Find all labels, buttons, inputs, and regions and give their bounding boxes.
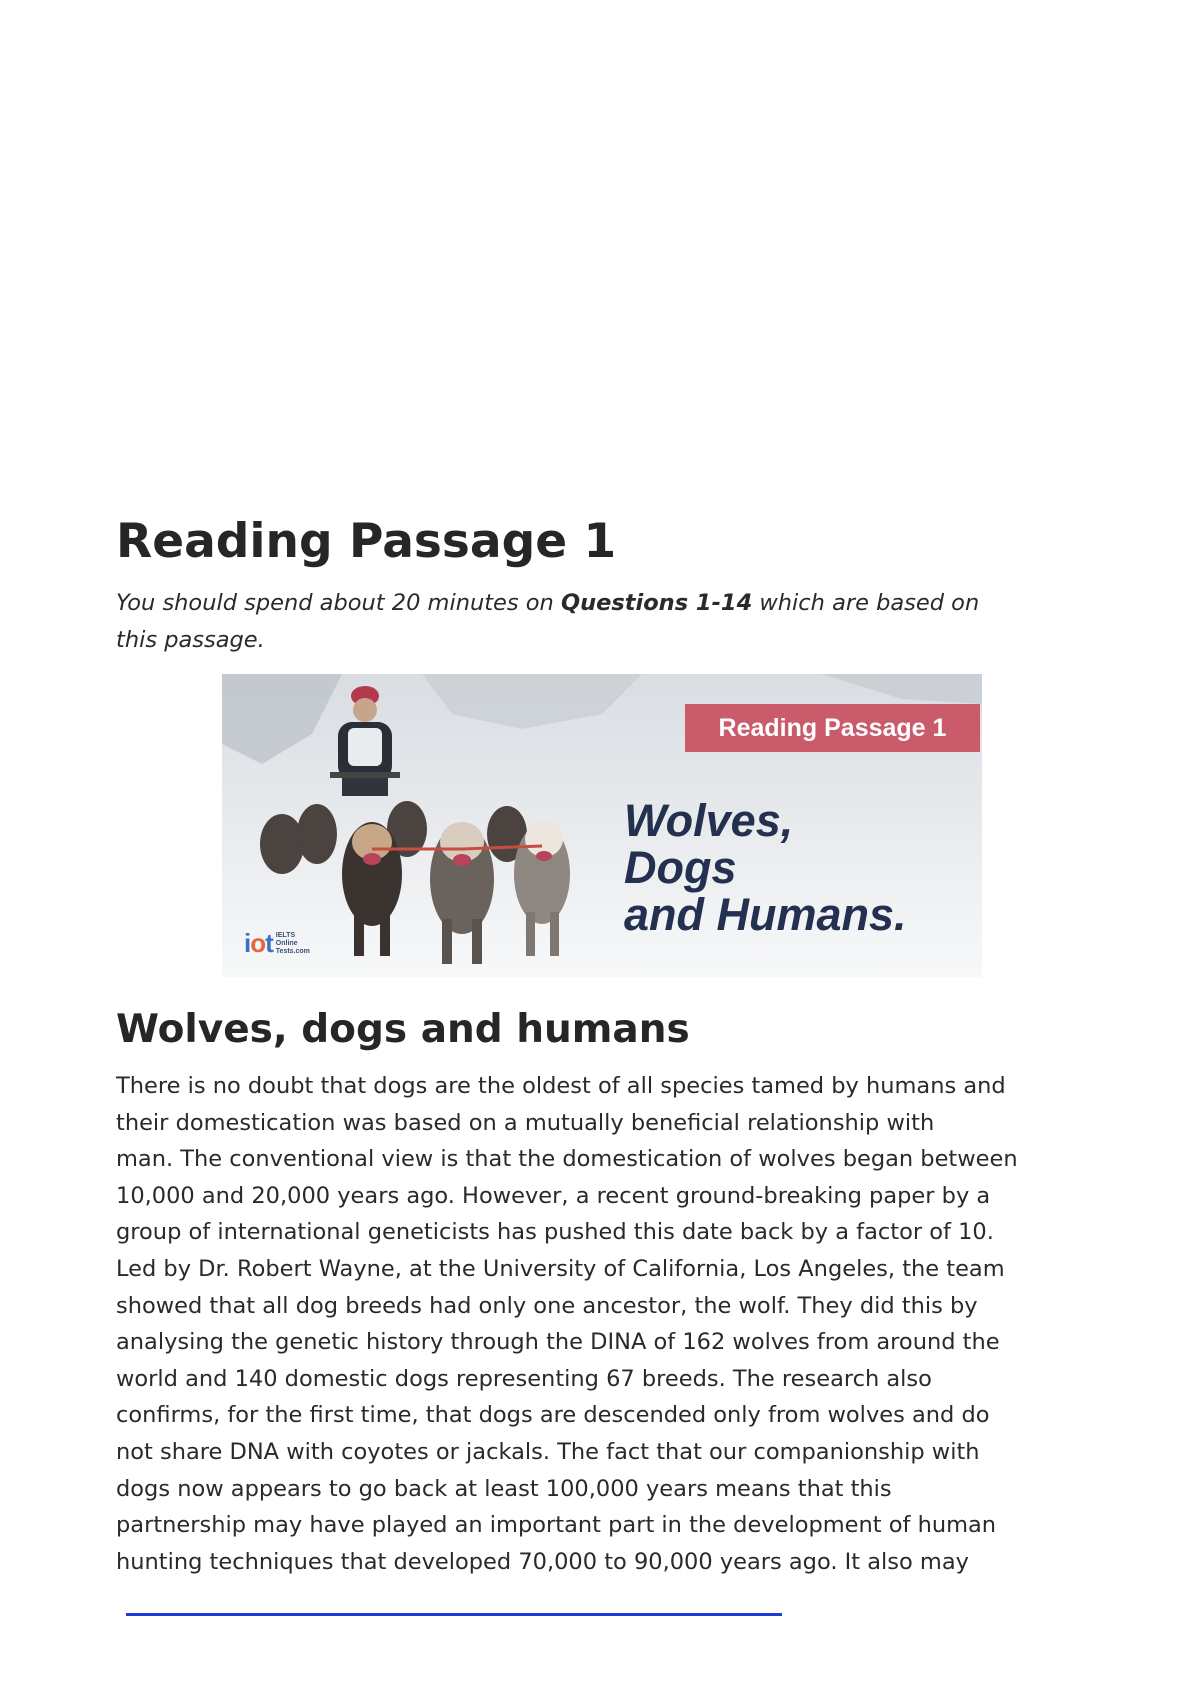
logo-text: IELTS Online Tests.com — [275, 931, 310, 955]
article-body — [116, 1068, 1096, 1580]
banner-image — [222, 674, 982, 977]
article-line: world and 140 domestic dogs representing 67 breeds. The research also — [116, 1365, 932, 1392]
banner-headline — [624, 797, 974, 938]
article-heading: Wolves, dogs and humans — [116, 1007, 690, 1052]
instructions-prefix: You should spend about 20 minutes on — [116, 590, 561, 616]
article-line: group of international geneticists has pushed this date back by a factor of 10. — [116, 1219, 994, 1246]
banner-headline-line: Wolves, — [624, 795, 794, 846]
article-line: 10,000 and 20,000 years ago. However, a recent ground-breaking paper by a — [116, 1182, 991, 1209]
article-line: Led by Dr. Robert Wayne, at the University of California, Los Angeles, the team — [116, 1255, 1005, 1282]
logo-mark: iot — [244, 928, 273, 958]
article-line: man. The conventional view is that the domestication of wolves began between — [116, 1146, 1018, 1173]
article-line: showed that all dog breeds had only one ancestor, the wolf. They did this by — [116, 1292, 978, 1319]
banner-headline-line: and Humans. — [624, 889, 907, 940]
page-title: Reading Passage 1 — [116, 514, 617, 569]
article-line: confirms, for the first time, that dogs are descended only from wolves and do — [116, 1402, 990, 1429]
article-line: partnership may have played an important part in the development of human — [116, 1512, 997, 1539]
banner-tag: Reading Passage 1 — [685, 704, 980, 752]
passage-instructions — [116, 585, 1076, 659]
instructions-line2: this passage. — [116, 627, 265, 653]
instructions-suffix: which are based on — [752, 590, 980, 616]
questions-range: Questions 1-14 — [560, 590, 753, 616]
ielts-logo — [244, 928, 310, 959]
link-underline — [126, 1613, 782, 1616]
article-line: their domestication was based on a mutually beneficial relationship with — [116, 1109, 935, 1136]
article-line: There is no doubt that dogs are the oldest of all species tamed by humans and — [116, 1073, 1006, 1099]
article-line: analysing the genetic history through the DINA of 162 wolves from around the — [116, 1329, 1000, 1356]
article-line: not share DNA with coyotes or jackals. The fact that our companionship with — [116, 1438, 980, 1465]
article-line: hunting techniques that developed 70,000 to 90,000 years ago. It also may — [116, 1548, 969, 1575]
article-line: dogs now appears to go back at least 100,000 years means that this — [116, 1475, 892, 1502]
banner-headline-line: Dogs — [624, 842, 737, 893]
